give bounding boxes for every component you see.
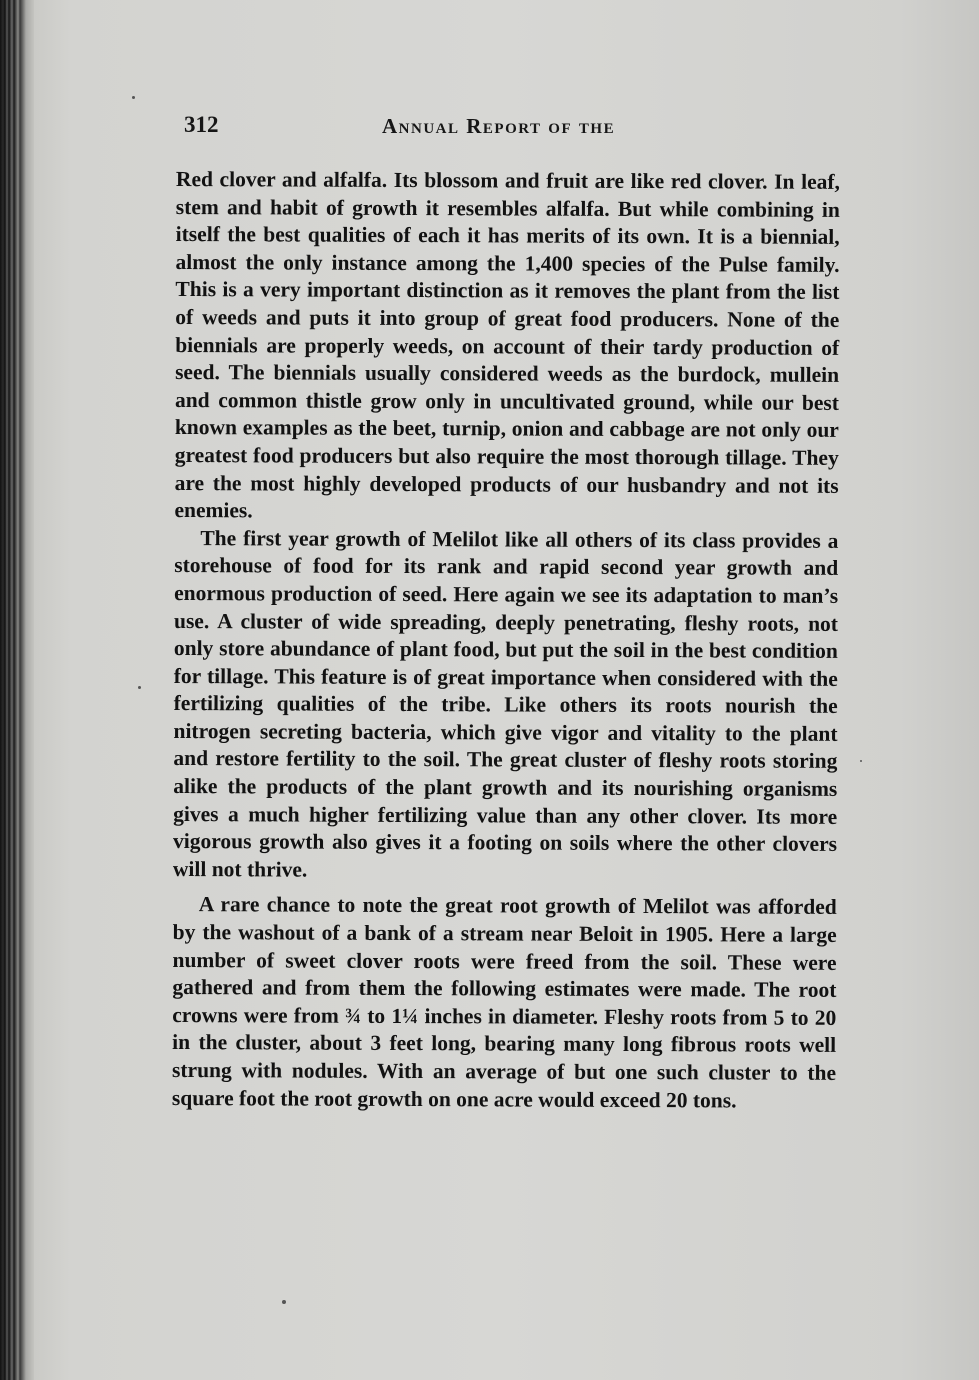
running-head: Annual Report of the (382, 114, 616, 138)
scan-speck (860, 760, 862, 762)
scan-speck (138, 686, 141, 689)
page-number: 312 (184, 112, 219, 137)
scan-speck (282, 1300, 286, 1304)
scan-speck (132, 96, 135, 99)
page-header (184, 110, 844, 146)
paragraph-continuation: Red clover and alfalfa. Its blossom and fruit are like red clover. In leaf, stem and habit of growth it resembles alfalfa. But while combining in itself the best qualities of each it has merits of its own. It is a biennial, almost the only instance among the 1,400 species of the Pulse family. This is a very important distinction as it removes the plant from the list of weeds and puts it into group of great food producers. None of the biennials are properly weeds, on account of their tardy production of seed. The biennials usually considered weeds as the burdock, mullein and common thistle grow only in uncultivated ground, while our best known examples as the beet, turnip, onion and cabbage are not only our greatest food producers but also require the most thorough tillage. They are the most highly developed products of our husbandry and not its enemies. (174, 166, 840, 523)
paragraph-first-year-growth: The first year growth of Melilot like all others of its class provides a storehouse of food for its rank and rapid second year growth and enormous production of seed. Here again we see its adaptation to man’s use. A cluster of wide spreading, deeply penetrating, fleshy roots, not only store abundance of plant food, but put the soil in the best condition for tillage. This feature is of great importance when considered with the fertilizing qualities of the tribe. Like others its roots nourish the nitrogen secreting bacteria, which give vigor and vitality to the plant and restore fertility to the soil. The great cluster of fleshy roots storing alike the products of the plant growth and its nourishing organisms gives a much higher fertilizing value than any other clover. Its more vigorous growth also gives it a footing on soils where the other clovers will not thrive. (172, 525, 839, 882)
book-binding-edge (0, 0, 34, 1380)
paragraph-root-growth: A rare chance to note the great root growth of Melilot was afforded by the washout of a bank of a stream near Beloit in 1905. Here a large number of sweet clover roots were freed from the soil. These were gathered and from them the following estimates were made. The root crowns were from ¾ to 1¼ inches in diameter. Fleshy roots from 5 to 20 in the cluster, about 3 feet long, bearing many long fibrous roots well strung with nodules. With an average of but one such cluster to the square foot the root growth on one acre would exceed 20 tons. (171, 892, 837, 1113)
body-text (172, 166, 840, 1115)
